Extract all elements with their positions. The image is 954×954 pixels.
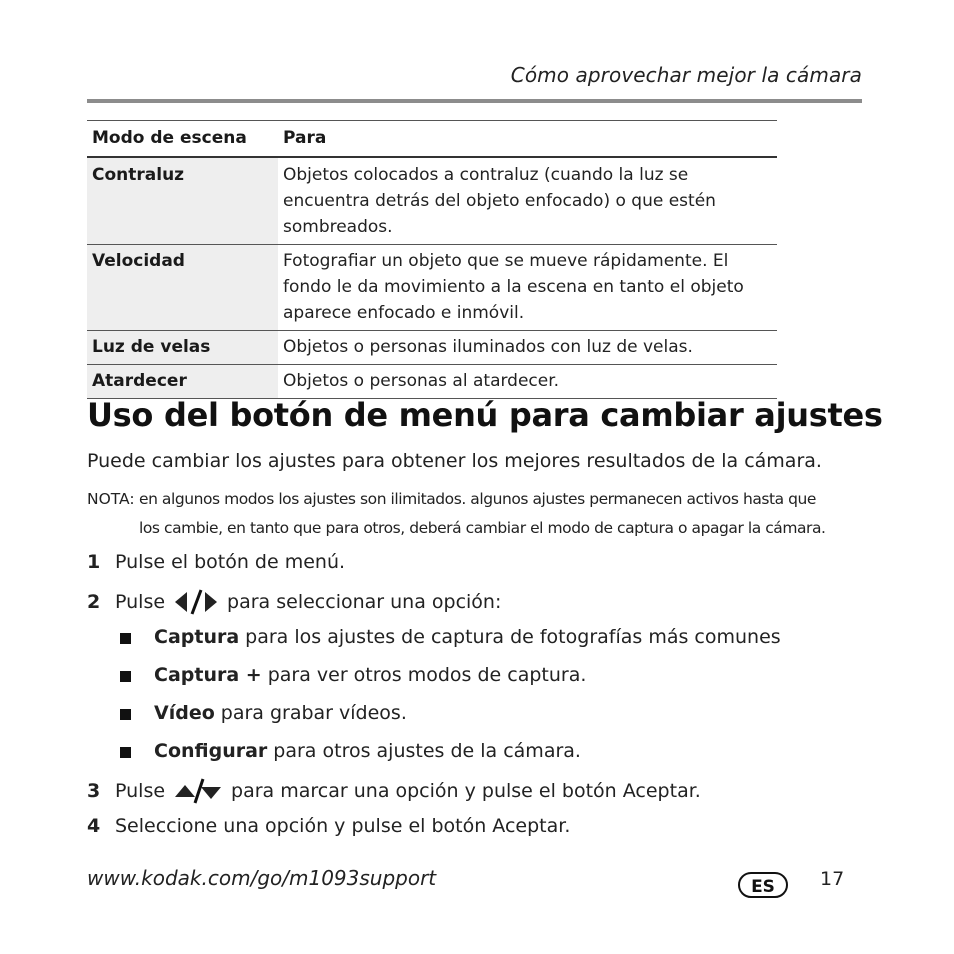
scene-name: Velocidad <box>87 245 278 331</box>
bullet-square-icon <box>120 633 131 644</box>
option-text: para ver otros modos de captura. <box>267 664 587 686</box>
step-text: Seleccione una opción y pulse el botón Aceptar. <box>115 815 571 837</box>
header-rule <box>87 99 862 103</box>
step-3 <box>87 777 701 805</box>
intro-paragraph: Puede cambiar los ajustes para obtener los mejores resultados de la cámara. <box>87 450 822 472</box>
list-item <box>120 626 781 648</box>
option-name: Configurar <box>154 740 268 762</box>
bullet-square-icon <box>120 747 131 758</box>
option-text: para grabar vídeos. <box>220 702 407 724</box>
step-number: 4 <box>87 815 101 837</box>
header-title: Cómo aprovechar mejor la cámara <box>510 63 862 87</box>
column-header-mode: Modo de escena <box>92 128 247 148</box>
option-text: para otros ajustes de la cámara. <box>273 740 581 762</box>
scene-description: Objetos o personas al atardecer. <box>283 371 560 391</box>
list-item <box>120 664 586 686</box>
step-number: 2 <box>87 591 101 613</box>
support-url: www.kodak.com/go/m1093support <box>87 866 437 890</box>
page-number: 17 <box>820 868 845 890</box>
left-right-arrows-icon <box>173 588 219 616</box>
language-badge: ES <box>738 872 788 898</box>
bullet-square-icon <box>120 671 131 682</box>
scene-description: Objetos colocados a contraluz (cuando la luz se encuentra detrás del objeto enfocado) o que estén sombreados. <box>283 165 716 237</box>
option-name: Vídeo <box>154 702 215 724</box>
note-label: NOTA: <box>87 490 135 508</box>
list-item <box>120 740 581 762</box>
step-number: 1 <box>87 551 101 573</box>
up-down-arrows-icon <box>173 777 223 805</box>
list-item <box>120 702 407 724</box>
note <box>87 485 827 543</box>
table-row <box>87 365 777 399</box>
scene-name: Contraluz <box>87 157 278 245</box>
step-number: 3 <box>87 780 101 802</box>
step-text: Pulse <box>115 780 166 802</box>
option-name: Captura + <box>154 664 262 686</box>
option-name: Captura <box>154 626 240 648</box>
step-2 <box>87 588 501 616</box>
table-row <box>87 245 777 331</box>
step-text: Pulse el botón de menú. <box>115 551 346 573</box>
step-1 <box>87 551 345 573</box>
column-header-purpose: Para <box>283 128 327 148</box>
step-text: Pulse <box>115 591 166 613</box>
bullet-square-icon <box>120 709 131 720</box>
scene-name: Atardecer <box>87 365 278 399</box>
step-4 <box>87 815 570 837</box>
scene-mode-table <box>87 120 777 399</box>
step-text-after: para seleccionar una opción: <box>227 591 502 613</box>
step-text-after: para marcar una opción y pulse el botón Aceptar. <box>231 780 701 802</box>
scene-name: Luz de velas <box>87 331 278 365</box>
section-title: Uso del botón de menú para cambiar ajustes <box>87 396 883 434</box>
table-row <box>87 157 777 245</box>
option-text: para los ajustes de captura de fotografías más comunes <box>245 626 781 648</box>
table-header-row <box>87 121 777 158</box>
scene-description: Fotografiar un objeto que se mueve rápidamente. El fondo le da movimiento a la escena en tanto el objeto aparece enfocado e inmóvil. <box>283 251 744 323</box>
note-text: en algunos modos los ajustes son ilimitados. algunos ajustes permanecen activos hasta que los cambie, en tanto que para otros, deberá cambiar el modo de captura o apagar la cámara. <box>139 490 826 537</box>
table-row <box>87 331 777 365</box>
scene-description: Objetos o personas iluminados con luz de velas. <box>283 337 693 357</box>
